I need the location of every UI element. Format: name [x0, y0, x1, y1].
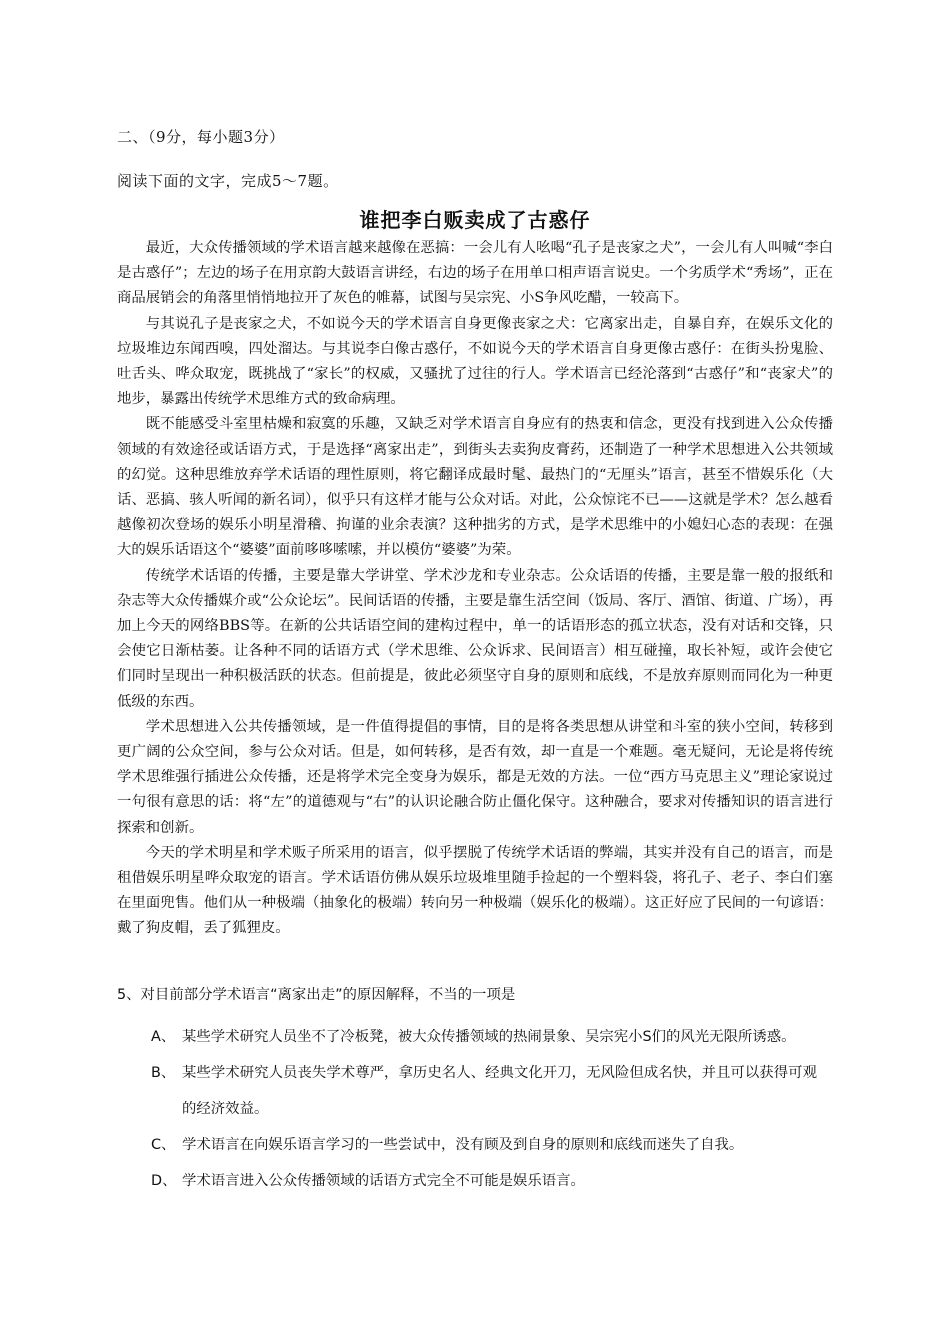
option-d: [151, 1163, 833, 1199]
option-label: B、: [151, 1065, 176, 1081]
article-paragraph: 既不能感受斗室里枯燥和寂寞的乐趣，又缺乏对学术语言自身应有的热衷和信念，更没有找到进入公众传播领域的有效途径或话语方式，于是选择“离家出走”，到街头去卖狗皮膏药，还制造了一种学术思想进入公共领域的幻觉。这种思维放弃学术话语的理性原则，将它翻译成最时髦、最热门的“无厘头”语言，甚至不惜娱乐化（大话、恶搞、骇人听闻的新名词），似乎只有这样才能与公众对话。对此，公众惊诧不已——这就是学术？怎么越看越像初次登场的娱乐小明星滑稽、拘谨的业余表演？这种拙劣的方式，是学术思维中的小媳妇心态的表现：在强大的娱乐话语这个“婆婆”面前哆哆嗦嗦，并以模仿“婆婆”为荣。: [117, 416, 833, 559]
article-body: [117, 236, 833, 942]
article-paragraph: 今天的学术明星和学术贩子所采用的语言，似乎摆脱了传统学术话语的弊端，其实并没有自己的语言，而是租借娱乐明星哗众取宠的语言。学术话语仿佛从娱乐垃圾堆里随手捡起的一个塑料袋，将孔子、老子、李白们塞在里面兜售。他们从一种极端（抽象化的极端）转向另一种极端（娱乐化的极端）。这正好应了民间的一句谚语：戴了狗皮帽，丢了狐狸皮。: [117, 844, 833, 937]
option-text: 某些学术研究人员丧失学术尊严，拿历史名人、经典文化开刀，无风险但成名快，并且可以获得可观的经济效益。: [182, 1065, 817, 1117]
option-label: D、: [151, 1173, 177, 1189]
option-b: [151, 1055, 833, 1127]
article-paragraph: 学术思想进入公共传播领域，是一件值得提倡的事情，目的是将各类思想从讲堂和斗室的狭小空间，转移到更广阔的公众空间，参与公众对话。但是，如何转移，是否有效，却一直是一个难题。毫无疑问，无论是将传统学术思维强行插进公众传播，还是将学术完全变身为娱乐，都是无效的方法。一位“西方马克思主义”理论家说过一句很有意思的话：将“左”的道德观与“右”的认识论融合防止僵化保守。这种融合，要求对传播知识的语言进行探索和创新。: [117, 718, 833, 836]
reading-instruction: 阅读下面的文字，完成5～7题。: [117, 172, 339, 190]
article-paragraph: 最近，大众传播领域的学术语言越来越像在恶搞：一会儿有人吆喝“孔子是丧家之犬”，一会儿有人叫喊“李白是古惑仔”；左边的场子在用京韵大鼓语言讲经，右边的场子在用单口相声语言说史。一个劣质学术“秀场”，正在商品展销会的角落里悄悄地拉开了灰色的帷幕，试图与吴宗宪、小S争风吃醋，一较高下。: [117, 240, 833, 307]
question-5: [117, 985, 833, 1199]
option-a: [151, 1019, 833, 1055]
option-label: A、: [151, 1029, 176, 1045]
article-paragraph: 传统学术话语的传播，主要是靠大学讲堂、学术沙龙和专业杂志。公众话语的传播，主要是靠一般的报纸和杂志等大众传播媒介或“公众论坛”。民间话语的传播，主要是靠生活空间（饭局、客厅、酒馆、街道、广场），再加上今天的网络BBS等。在新的公共话语空间的建构过程中，单一的话语形态的孤立状态，没有对话和交锋，只会使它日渐枯萎。让各种不同的话语方式（学术思维、公众诉求、民间语言）相互碰撞，取长补短，或许会使它们同时呈现出一种积极活跃的状态。但前提是，彼此必须坚守自身的原则和底线，不是放弃原则而同化为一种更低级的东西。: [117, 567, 833, 710]
section-heading: 二、（9分，每小题3分）: [117, 128, 285, 146]
option-text: 学术语言进入公众传播领域的话语方式完全不可能是娱乐语言。: [182, 1173, 585, 1189]
article-title: 谁把李白贩卖成了古惑仔: [359, 208, 591, 232]
option-c: [151, 1127, 833, 1163]
option-text: 学术语言在向娱乐语言学习的一些尝试中，没有顾及到自身的原则和底线而迷失了自我。: [182, 1137, 744, 1153]
article-paragraph: 与其说孔子是丧家之犬，不如说今天的学术语言自身更像丧家之犬：它离家出走，自暴自弃，在娱乐文化的垃圾堆边东闻西嗅，四处溜达。与其说李白像古惑仔，不如说今天的学术语言自身更像古惑仔：在街头扮鬼脸、吐舌头、哗众取宠，既挑战了“家长”的权威，又骚扰了过往的行人。学术语言已经沦落到“古惑仔”和“丧家犬”的地步，暴露出传统学术思维方式的致命病理。: [117, 315, 833, 408]
option-label: C、: [151, 1137, 176, 1153]
option-text: 某些学术研究人员坐不了冷板凳，被大众传播领域的热闹景象、吴宗宪小S们的风光无限所诱惑。: [182, 1029, 796, 1045]
question-stem: 5、对目前部分学术语言“离家出走”的原因解释，不当的一项是: [117, 987, 516, 1003]
